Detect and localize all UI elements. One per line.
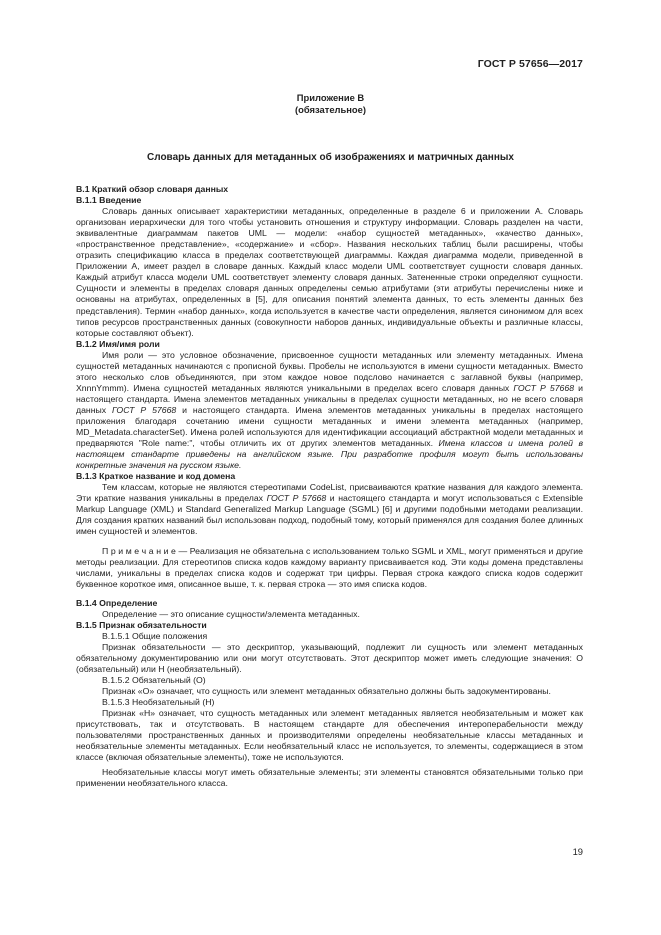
paragraph: Словарь данных описывает характеристики метаданных, определенные в разделе 6 и приложении А. Словарь организован иерархически для того чтобы установить отношения и структуру информации. Словарь разделен на части, эквивалентные диаграммам пакетов UML — модели: «набор сущностей метаданных», «качество данных», «пространственное представление», «содержание» и «сбор». Названия нескольких таблиц были расширены, чтобы отразить спецификацию класса в пределах соответствующей диаграммы. Каждая диаграмма модели, приведенной в Приложении А, имеет раздел в словаре данных. Каждый класс модели UML соответствует сущности словаря данных. Каждый атрибут класса модели UML соответствует элементу словаря данных. Затененные строки определяют сущности. Сущности и элементы в пределах словаря данных определены семью атрибутами (эти атрибуты перечислены ниже и основаны на атрибутах, определенных в [5], для описания понятий элемента данных, то есть элементы данных без представления). Термин «набор данных», когда используется в качестве части определения, является синонимом для всех типов ресурсов пространственных данных (совокупности наборов данных, индивидуальные объекты и различные классы, которые составляют объект). bbox=[76, 206, 583, 338]
paragraph: Определение — это описание сущности/элемента метаданных. bbox=[102, 608, 360, 619]
page-number: 19 bbox=[572, 846, 583, 857]
subsection-heading: В.1.5.1 Общие положения bbox=[102, 630, 208, 641]
paragraph: Необязательные классы могут иметь обязательные элементы; эти элементы становятся обязательными только при применении необязательного класса. bbox=[76, 767, 583, 789]
document-body bbox=[76, 184, 583, 789]
section-heading: В.1.2 Имя/имя роли bbox=[76, 338, 160, 349]
subsection-heading: В.1.5.2 Обязательный (О) bbox=[102, 675, 206, 686]
paragraph: Признак обязательности — это дескриптор, указывающий, подлежит ли сущность или элемент метаданных обязательному документированию или они могут отсутствовать. Этот дескриптор может иметь следующие значения: О (обязательный) или Н (необязательный). bbox=[76, 641, 583, 674]
section-heading: В.1.4 Определение bbox=[76, 597, 158, 608]
paragraph: Тем классам, которые не являются стереотипами CodeList, присваиваются краткие названия для каждого элемента. Эти краткие названия уникальны в пределах ГОСТ Р 57668 и настоящего стандарта и могут использоваться с Extensible Markup Language (XML) и Standard Generalized Markup Language (SGML) [6] и другими подобными методами реализации. Для создания кратких названий был использован подход, подобный тому, который применялся для создания более длинных имен сущностей и элементов. bbox=[76, 482, 583, 537]
subsection-heading: В.1.5.3 Необязательный (Н) bbox=[102, 697, 215, 708]
paragraph: Признак «О» означает, что сущность или элемент метаданных обязательно должны быть задокументированы. bbox=[102, 686, 551, 697]
paragraph: Признак «Н» означает, что сущность метаданных или элемент метаданных является необязательным и может как присутствовать, так и отсутствовать. В настоящем стандарте для обеспечения интероперабельности между пользователями пространственных данных и производителями определены необязательные классы метаданных и необязательные элементы метаданных. Если необязательный класс не используется, то элементы, содержащиеся в этом классе (включая обязательные элементы), тоже не используются. bbox=[76, 708, 583, 763]
section-heading: В.1 Краткий обзор словаря данных bbox=[76, 184, 229, 194]
standard-header: ГОСТ Р 57656—2017 bbox=[477, 58, 583, 70]
section-heading: В.1.3 Краткое название и код домена bbox=[76, 471, 236, 482]
appendix-label: Приложение В bbox=[296, 92, 365, 103]
section-heading: В.1.1 Введение bbox=[76, 195, 142, 206]
section-heading: В.1.5 Признак обязательности bbox=[76, 619, 207, 630]
appendix-title: Словарь данных для метаданных об изображениях и матричных данных bbox=[147, 152, 514, 163]
appendix-heading bbox=[0, 92, 661, 115]
paragraph: Имя роли — это условное обозначение, присвоенное сущности метаданных или элементу метаданных. Имена сущностей метаданных начинаются с прописной буквы. Пробелы не используются в имени сущности метаданных. Вместо этого несколько слов объединяются, при этом каждое новое подслово начинается с заглавной буквы (например, XnnnYmmm). Имена сущностей метаданных являются уникальными в пределах всего словаря данных ГОСТ Р 57668 и настоящего стандарта. Имена элементов метаданных уникальны в пределах сущности метаданных, но не всего словаря данных ГОСТ Р 57668 и настоящего стандарта. Имена элементов метаданных уникальны в пределах настоящего приложения благодаря сочетанию имени сущности метаданных и имени элемента метаданных (например, MD_Metadata.characterSet). Имена ролей используются для идентификации ассоциаций абстрактной модели метаданных и предваряются "Role name:", чтобы отличить их от других элементов метаданных. Имена классов и имена ролей в настоящем стандарте приведены на английском языке. При разработке профиля могут быть использованы конкретные значения на русском языке. bbox=[76, 349, 584, 471]
appendix-status: (обязательное) bbox=[295, 103, 366, 115]
note-paragraph: П р и м е ч а н и е — Реализация не обязательна с использованием только SGML и XML, могут применяться и другие методы реализации. Для стереотипов списка кодов каждому варианту присваивается код. Эти коды домена представлены числами, уникальны в пределах списка кодов и содержат три цифры. Первая строка каждого списка кодов содержит буквенное короткое имя, описанное выше, т. к. первая строка — это имя списка кодов. bbox=[76, 545, 583, 589]
